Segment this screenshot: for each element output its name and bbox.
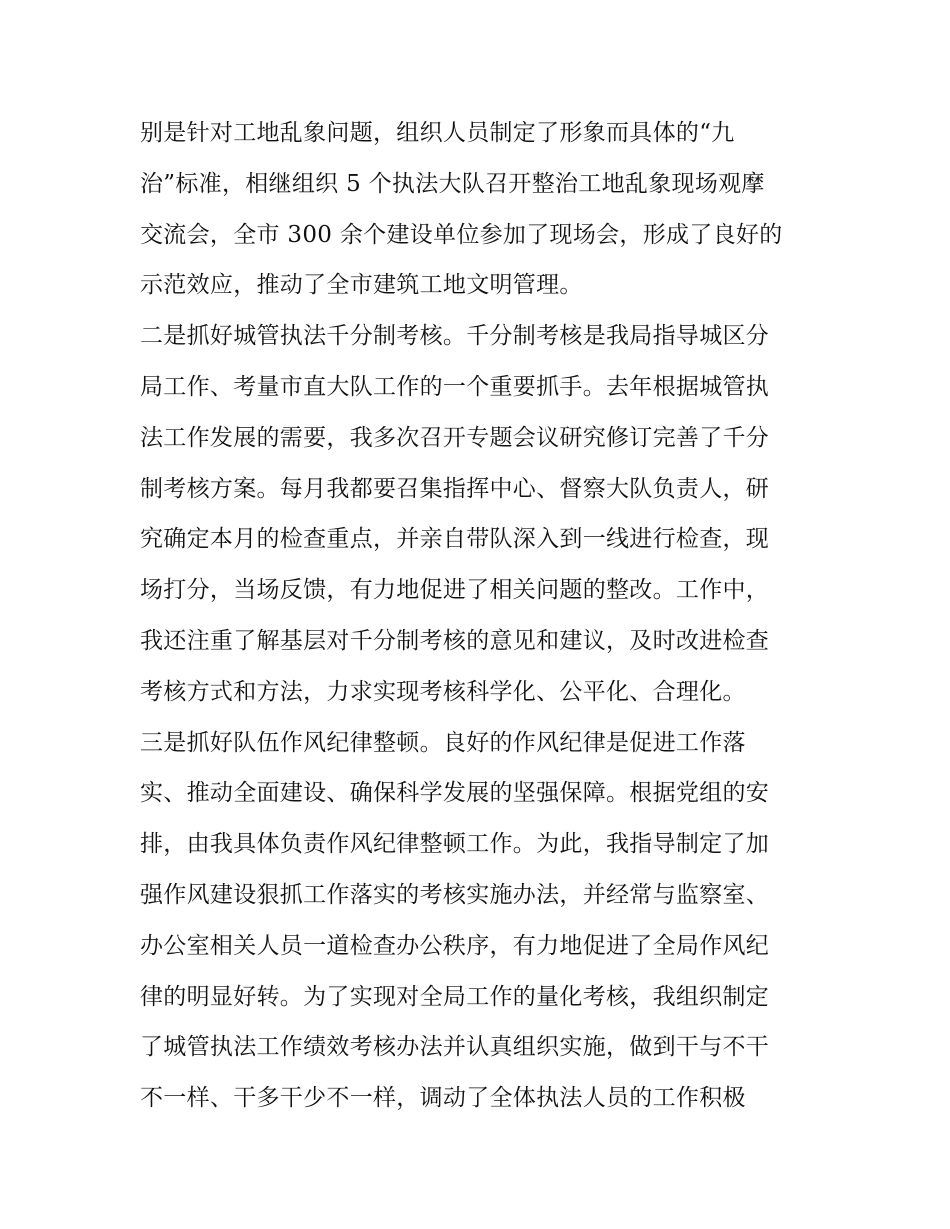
text-line: 法工作发展的需要，我多次召开专题会议研究修订完善了千分 <box>140 424 770 451</box>
text-line: 示范效应，推动了全市建筑工地文明管理。 <box>140 272 583 299</box>
text-line: 排，由我具体负责作风纪律整顿工作。为此，我指导制定了加 <box>140 831 770 858</box>
text-line: 别是针对工地乱象问题，组织人员制定了形象而具体的“九 <box>140 120 735 146</box>
text-line: 场打分，当场反馈，有力地促进了相关问题的整改。工作中， <box>140 577 770 604</box>
text-line: 不一样、干多干少不一样，调动了全体执法人员的工作积极 <box>140 1085 746 1112</box>
text-line: 三是抓好队伍作风纪律整顿。良好的作风纪律是促进工作落 <box>140 729 746 756</box>
text-line: 交流会，全市 300 余个建设单位参加了现场会，形成了良好的 <box>140 221 783 248</box>
text-line: 实、推动全面建设、确保科学发展的坚强保障。根据党组的安 <box>140 780 770 807</box>
text-line: 我还注重了解基层对千分制考核的意见和建议，及时改进检查 <box>140 627 770 654</box>
text-line: 制考核方案。每月我都要召集指挥中心、督察大队负责人，研 <box>140 475 770 502</box>
text-line: 律的明显好转。为了实现对全局工作的量化考核，我组织制定 <box>140 983 770 1010</box>
text-line: 治”标准，相继组织 5 个执法大队召开整治工地乱象现场观摩 <box>140 170 765 197</box>
text-line: 强作风建设狠抓工作落实的考核实施办法，并经常与监察室、 <box>140 881 770 908</box>
text-line: 究确定本月的检查重点，并亲自带队深入到一线进行检查，现 <box>140 526 770 553</box>
body-text <box>140 108 820 1124</box>
text-line: 局工作、考量市直大队工作的一个重要抓手。去年根据城管执 <box>140 373 770 400</box>
text-line: 考核方式和方法，力求实现考核科学化、公平化、合理化。 <box>140 678 746 705</box>
text-line: 了城管执法工作绩效考核办法并认真组织实施，做到干与不干 <box>140 1034 770 1061</box>
text-line: 二是抓好城管执法千分制考核。千分制考核是我局指导城区分 <box>140 323 770 350</box>
text-line: 办公室相关人员一道检查办公秩序，有力地促进了全局作风纪 <box>140 932 770 959</box>
